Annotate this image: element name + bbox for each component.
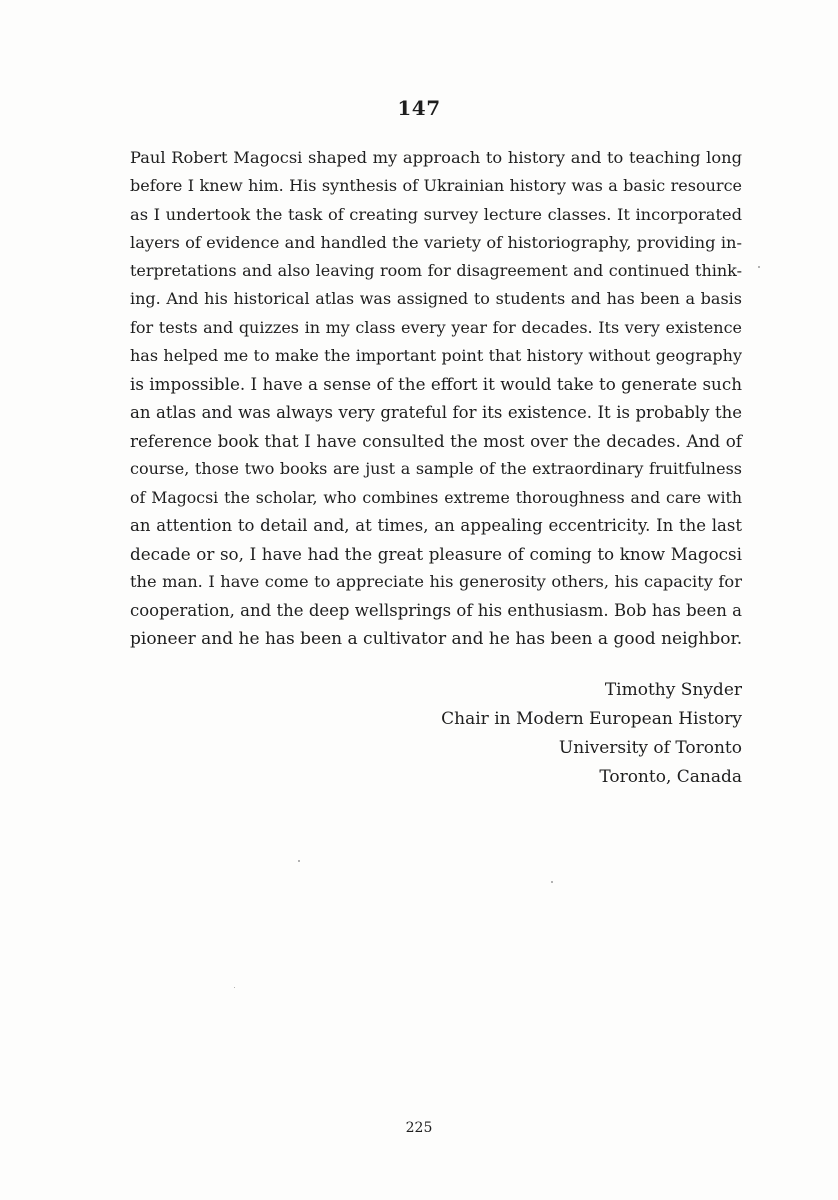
paragraph-line: ing. And his historical atlas was assigned to students and has been a basis [130, 289, 742, 309]
paragraph-line: Paul Robert Magocsi shaped my approach to history and to teaching long [130, 148, 742, 167]
paragraph-line: reference book that I have consulted the most over the decades. And of [130, 430, 742, 451]
scan-speck [758, 266, 760, 268]
paragraph-line: is impossible. I have a sense of the effort it would take to generate such [130, 374, 742, 395]
paragraph-line: for tests and quizzes in my class every year for decades. Its very existence [130, 317, 742, 337]
paragraph-line: cooperation, and the deep wellsprings of his enthusiasm. Bob has been a [130, 600, 742, 620]
author-institution: University of Toronto [558, 738, 742, 758]
scan-speck [551, 881, 553, 883]
signature-block [441, 676, 742, 792]
scan-speck [234, 987, 235, 988]
author-position: Chair in Modern European History [441, 709, 742, 729]
author-location: Toronto, Canada [599, 767, 742, 787]
paragraph-line: as I undertook the task of creating survey lecture classes. It incorporated [130, 204, 742, 224]
paragraph-line: the man. I have come to appreciate his generosity others, his capacity for [130, 572, 742, 592]
paragraph-line: an attention to detail and, at times, an appealing eccentricity. In the last [130, 515, 742, 535]
paragraph-line: before I knew him. His synthesis of Ukrainian history was a basic resource [130, 176, 742, 196]
entry-number: 147 [397, 96, 441, 120]
tribute-paragraph [130, 144, 742, 653]
paragraph-line: terpretations and also leaving room for disagreement and continued think- [130, 261, 742, 281]
paragraph-line: has helped me to make the important point that history without geography [130, 346, 742, 366]
paragraph-line: layers of evidence and handled the variety of historiography, providing in- [130, 232, 742, 252]
paragraph-line: pioneer and he has been a cultivator and he has been a good neighbor. [130, 629, 743, 650]
author-name: Timothy Snyder [604, 680, 742, 700]
page-number: 225 [405, 1120, 433, 1136]
paragraph-line: decade or so, I have had the great pleasure of coming to know Magocsi [130, 544, 742, 565]
paragraph-line: course, those two books are just a sample of the extraordinary fruitfulness [130, 459, 742, 479]
paragraph-line: of Magocsi the scholar, who combines extreme thoroughness and care with [130, 487, 742, 507]
scan-speck [298, 860, 300, 862]
paragraph-line: an atlas and was always very grateful for its existence. It is probably the [130, 402, 742, 422]
